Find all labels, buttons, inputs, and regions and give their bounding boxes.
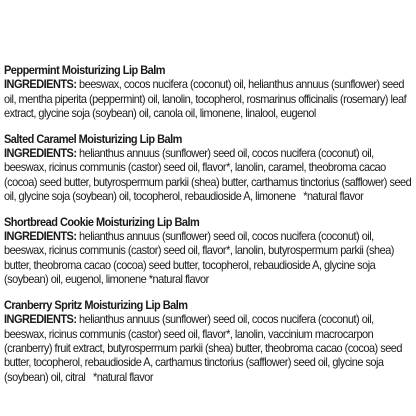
ingredients-label: INGREDIENTS:: [4, 77, 77, 92]
ingredients-document: [4, 63, 411, 395]
product-title: Shortbread Cookie Moisturizing Lip Balm: [4, 214, 200, 229]
ingredients-list: helianthus annuus (sunflower) seed oil, cocos nucifera (coconut) oil, beeswax, ricinus communis (castor) seed oil, flavor*, lanolin, butyrospermum parkii (shea) butter, theobroma cacao (cocoa) seed butter, tocopherol, rebaudioside A, glycine soja (soybean) oil, eugenol, limonene: [4, 229, 394, 287]
product-salted-caramel: [4, 132, 411, 204]
product-title: Peppermint Moisturizing Lip Balm: [4, 63, 166, 77]
natural-flavor-note: *natural flavor: [303, 189, 364, 204]
ingredients-list: helianthus annuus (sunflower) seed oil, cocos nucifera (coconut) oil, beeswax, ricinus communis (castor) seed oil, flavor*, lanolin, caramel, theobroma cacao (cocoa) seed butter, butyrospermum parkii (shea) butter, carthamus tinctorius (safflower) seed oil, glycine soja (soybean) oil, tocopherol, rebaudioside A, limonene: [4, 146, 412, 204]
natural-flavor-note: *natural flavor: [148, 272, 209, 287]
natural-flavor-note: *natural flavor: [92, 369, 153, 384]
ingredients-label: INGREDIENTS:: [4, 229, 77, 244]
ingredients-list: beeswax, cocos nucifera (coconut) oil, helianthus annuus (sunflower) seed oil, mentha piperita (peppermint) oil, lanolin, tocopherol, rosmarinus officinalis (rosemary) leaf extract, glycine soja (soybean) oil, canola oil, limonene, linalool, eugenol: [4, 77, 407, 121]
product-title: Salted Caramel Moisturizing Lip Balm: [4, 131, 182, 146]
product-shortbread-cookie: [4, 215, 411, 287]
ingredients-label: INGREDIENTS:: [4, 312, 77, 327]
product-title: Cranberry Spritz Moisturizing Lip Balm: [4, 297, 188, 312]
ingredients-list: helianthus annuus (sunflower) seed oil, cocos nucifera (coconut) oil, beeswax, ricinus communis (castor) seed oil, flavor*, lanolin, vaccinium macrocarpon (cranberry) fruit extract, butyrospermum parkii (shea) butter, theobroma cacao (cocoa) seed butter, tocopherol, rebaudioside A, carthamus tinctorius (safflower) seed oil, glycine soja (soybean) oil, citral: [4, 312, 402, 384]
product-cranberry-spritz: [4, 298, 411, 384]
product-peppermint: [4, 63, 411, 121]
ingredients-label: INGREDIENTS:: [4, 146, 77, 161]
